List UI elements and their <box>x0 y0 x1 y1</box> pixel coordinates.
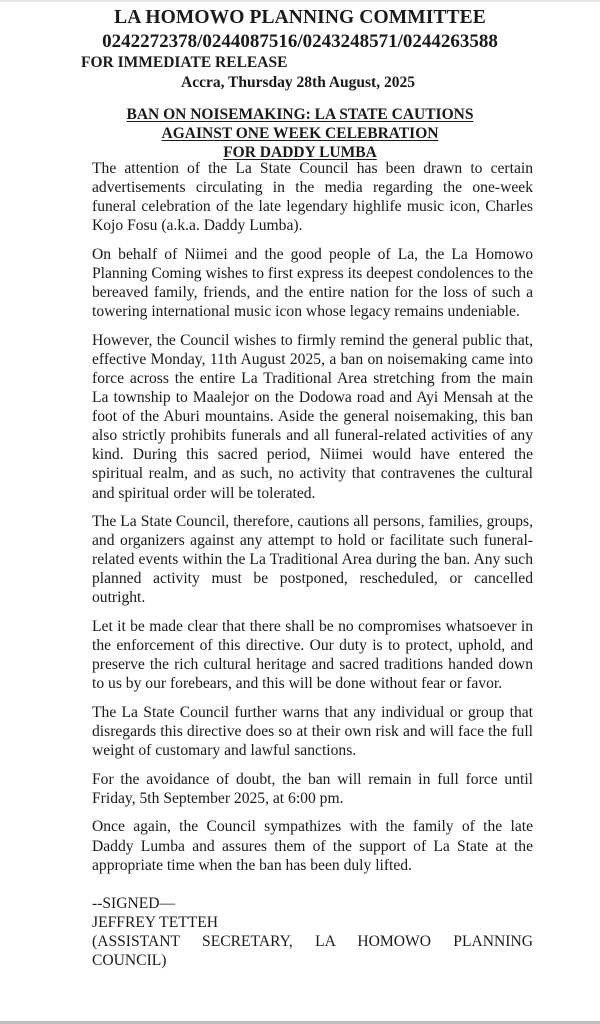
phone-numbers: 0242272378/0244087516/0243248571/0244263588 <box>102 31 498 52</box>
paragraph: Let it be made clear that there shall be no compromises whatsoever in the enforcement of this directive. Our duty is to protect, uphold, and preserve the rich cultural heritage and sacred traditions handed down to us by our forebears, and this will be done without fear or favor. <box>92 618 533 693</box>
headline-line: BAN ON NOISEMAKING: LA STATE CAUTIONS <box>126 106 474 123</box>
top-border <box>0 0 600 2</box>
release-label: FOR IMMEDIATE RELEASE <box>81 54 288 71</box>
paragraph: On behalf of Niimei and the good people of La, the La Homowo Planning Coming wishes to first express its deepest condolences to the bereaved family, friends, and the entire nation for the loss of such a towering international music icon whose legacy remains undeniable. <box>92 245 533 321</box>
dateline: Accra, Thursday 28th August, 2025 <box>181 74 415 91</box>
body-text <box>92 159 533 970</box>
paragraph: However, the Council wishes to firmly remind the general public that, effective Monday, 11th August 2025, a ban on noisemaking came into force across the entire La Traditional Area stretching from the main La township to Maalejor on the Dodowa road and Ayi Mensah at the foot of the Aburi mountains. Aside the general noisemaking, this ban also strictly prohibits funerals and all funeral-related activities of any kind. During this sacred period, Niimei would have entered the spiritual realm, and as such, no activity that contravenes the cultural and spiritual order will be tolerated. <box>92 331 533 502</box>
signed-label: --SIGNED— <box>92 894 176 912</box>
headline-line: AGAINST ONE WEEK CELEBRATION <box>161 125 439 142</box>
headline-line: FOR DADDY LUMBA <box>223 144 377 161</box>
paragraph: For the avoidance of doubt, the ban will remain in full force until Friday, 5th September 2025, at 6:00 pm. <box>92 770 533 807</box>
headline <box>0 105 600 162</box>
signatory-role-line: (ASSISTANT SECRETARY, LA HOMOWO PLANNING <box>92 932 533 950</box>
paragraph: The La State Council further warns that any individual or group that disregards this directive does so at their own risk and will face the full weight of customary and lawful sanctions. <box>92 703 533 760</box>
signatory-role <box>92 932 533 970</box>
signatory-role-line: COUNCIL) <box>92 951 167 969</box>
paragraph: The attention of the La State Council has been drawn to certain advertisements circulating in the media regarding the one-week funeral celebration of the late legendary highlife music icon, Charles Kojo Fosu (a.k.a. Daddy Lumba). <box>92 160 533 235</box>
signatory-name: JEFFREY TETTEH <box>92 913 219 931</box>
organization-title: LA HOMOWO PLANNING COMMITTEE <box>114 7 486 28</box>
paragraph: Once again, the Council sympathizes with the family of the late Daddy Lumba and assures them of the support of La State at the appropriate time when the ban has been duly lifted. <box>92 818 533 874</box>
signature-block <box>92 894 533 970</box>
paragraph: The La State Council, therefore, cautions all persons, families, groups, and organizers against any attempt to hold or facilitate such funeral-related events within the La Traditional Area during the ban. Any such planned activity must be postponed, rescheduled, or cancelled outright. <box>92 513 533 607</box>
